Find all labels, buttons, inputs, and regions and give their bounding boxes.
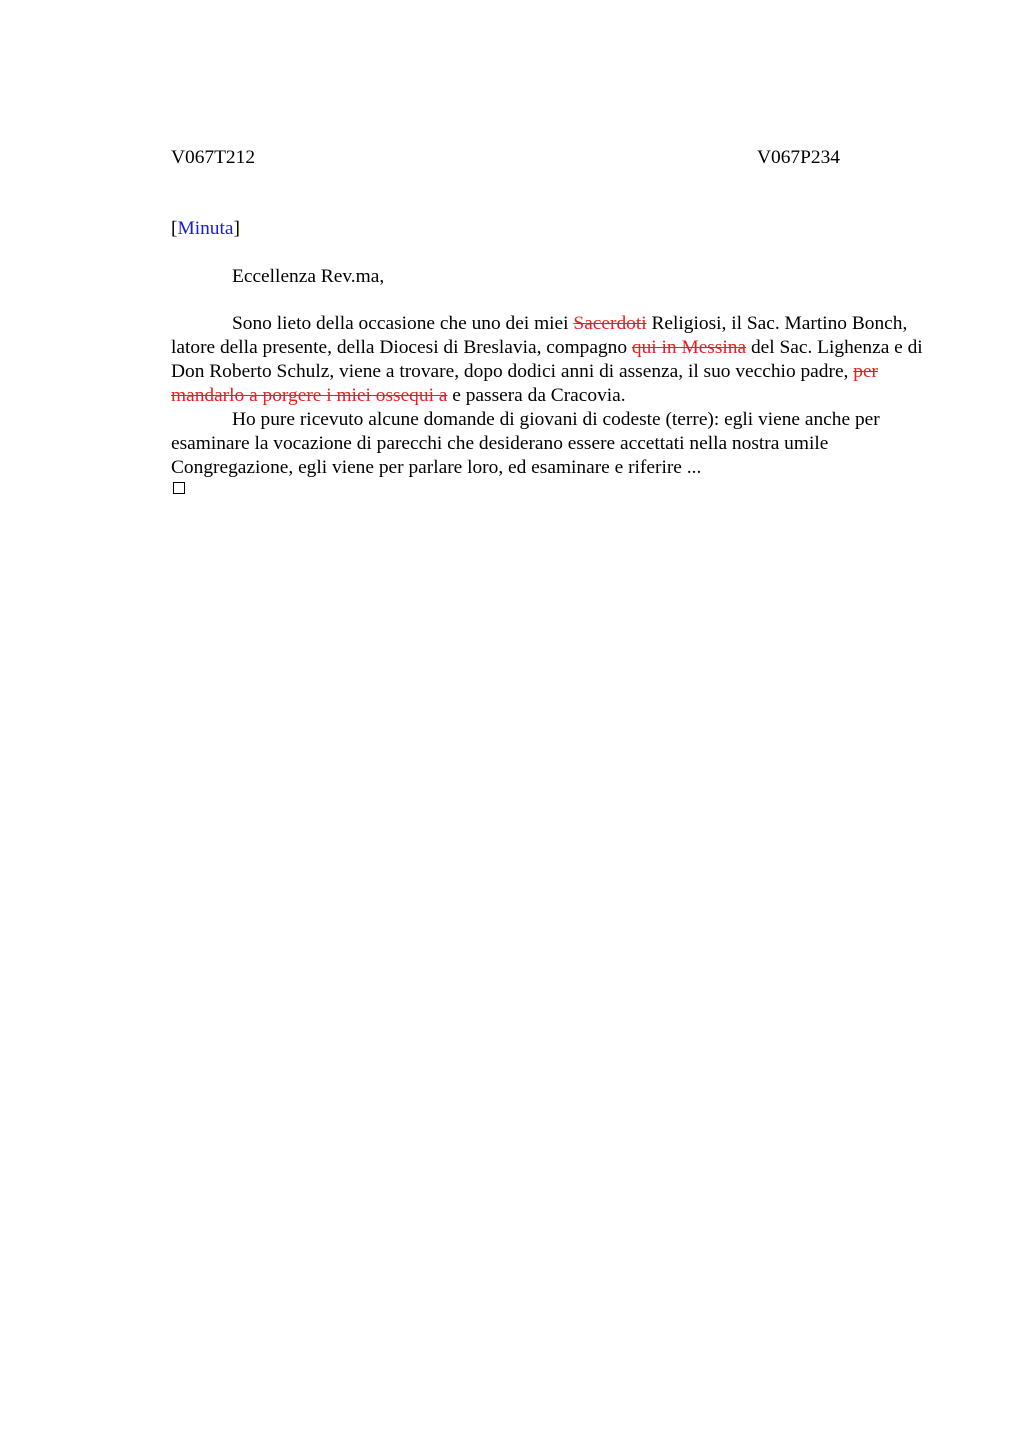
document-code-right: V067P234 xyxy=(757,147,840,168)
minuta-open-bracket: [ xyxy=(171,218,178,239)
paragraph-1 xyxy=(171,312,931,408)
p1-text-2: Religiosi, il Sac. Martino Bonch, latore della presente, della Diocesi di Breslavia, compagno xyxy=(171,313,908,358)
document-code-left: V067T212 xyxy=(171,147,256,168)
p1-text-4: e passera da Cracovia. xyxy=(447,385,626,406)
letter-body xyxy=(171,312,931,480)
paragraph-2: Ho pure ricevuto alcune domande di giovani di codeste (terre): egli viene anche per esaminare la vocazione di parecchi che desiderano essere accettati nella nostra umile Congregazione, egli viene per parlare loro, ed esaminare e riferire ... xyxy=(171,409,880,478)
deleted-text-3: per mandarlo a porgere i miei ossequi a xyxy=(171,361,879,406)
minuta-link[interactable]: Minuta xyxy=(177,218,234,239)
minuta-close-bracket: ] xyxy=(233,218,240,239)
end-marker-box xyxy=(173,482,185,494)
p1-text-3: del Sac. Lighenza e di Don Roberto Schulz, viene a trovare, dopo dodici anni di assenza, il suo vecchio padre, xyxy=(171,337,923,382)
deleted-text-1: Sacerdoti xyxy=(573,313,647,334)
deleted-text-2: qui in Messina xyxy=(631,337,747,358)
p1-text-1: Sono lieto della occasione che uno dei miei xyxy=(232,313,574,334)
salutation: Eccellenza Rev.ma, xyxy=(232,266,385,287)
minuta-label xyxy=(171,217,240,241)
